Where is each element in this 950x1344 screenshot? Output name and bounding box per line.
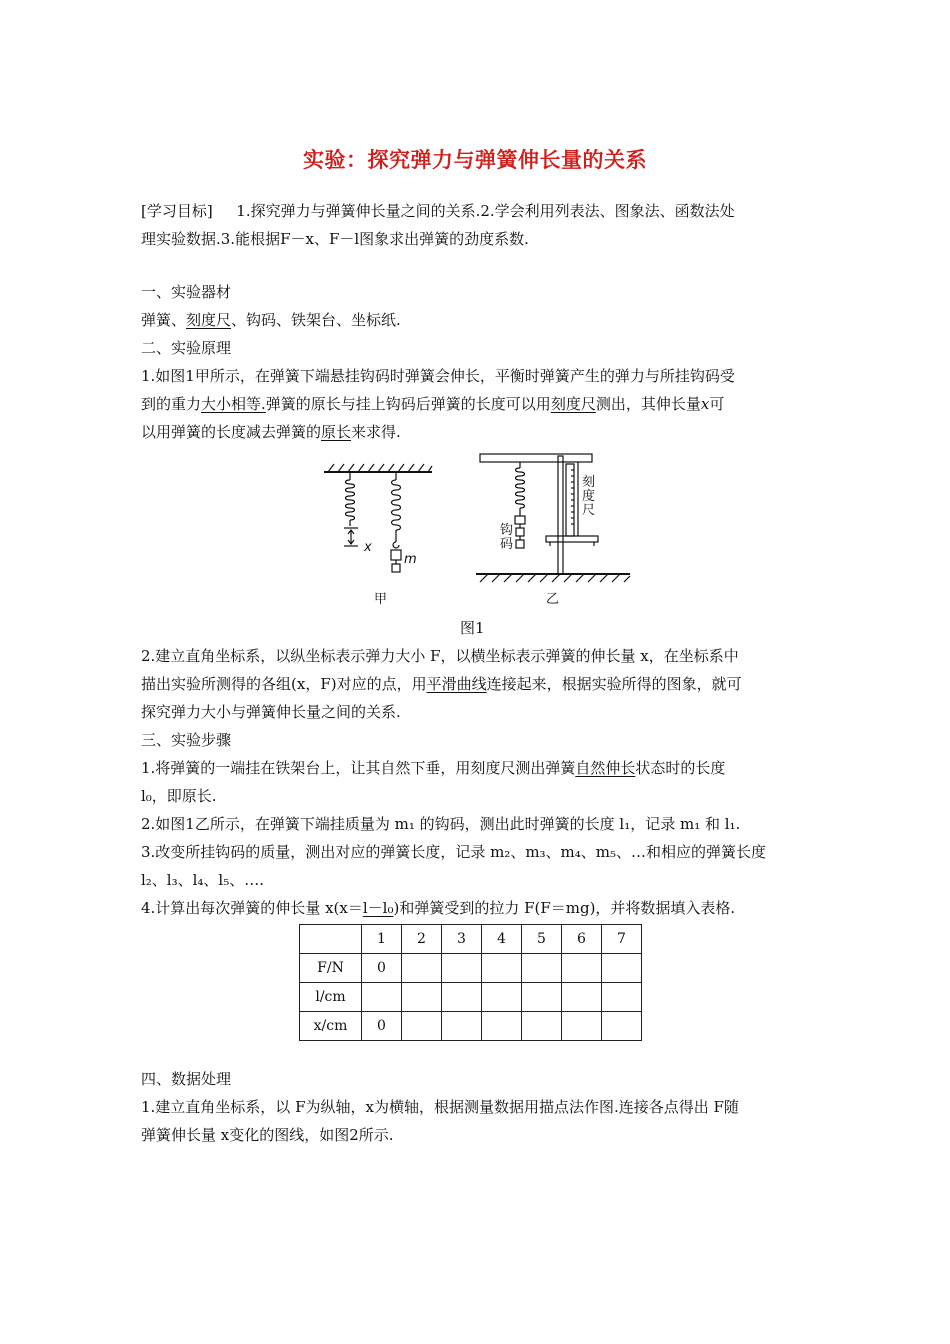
- blank-answer-smooth-curve: 平滑曲线: [426, 675, 487, 693]
- section-3-heading: 三、实验步骤: [141, 731, 232, 749]
- table-header-cell: 2: [402, 925, 442, 954]
- objectives-text-1: 1.探究弹力与弹簧伸长量之间的关系.2.学会利用列表法、图象法、函数法处: [236, 202, 735, 220]
- table-cell: [442, 1012, 482, 1041]
- table-cell: [482, 1012, 522, 1041]
- figure-label-a: 甲: [374, 592, 388, 607]
- p1-l2-d: 可: [709, 395, 725, 413]
- ruler-label: [582, 476, 595, 518]
- principle-2-line-2: [141, 673, 821, 695]
- weight-label: [500, 524, 513, 552]
- p1-l3-a: 以用弹簧的长度减去弹簧的: [141, 423, 322, 441]
- principle-2-line-1: 2.建立直角坐标系，以纵坐标表示弹力大小 F，以横坐标表示弹簧的伸长量 x，在坐标系中: [141, 647, 739, 665]
- s4-a: 4.计算出每次弹簧的伸长量 x(x＝: [141, 899, 363, 917]
- table-header-cell: 3: [442, 925, 482, 954]
- table-cell: [602, 1012, 642, 1041]
- blank-answer-ruler-2: 刻度尺: [550, 395, 596, 413]
- table-cell: [602, 983, 642, 1012]
- principle-1-line-1: 1.如图1甲所示，在弹簧下端悬挂钩码时弹簧会伸长，平衡时弹簧产生的弹力与所挂钩码受: [141, 367, 735, 385]
- ruler-char-1: 刻: [582, 475, 596, 490]
- p1-l2-a: 到的重力: [141, 395, 202, 413]
- figure-1-caption: 图1: [460, 619, 485, 637]
- principle-1-line-3: [141, 421, 821, 443]
- table-header-cell: 4: [482, 925, 522, 954]
- s4-b: )和弹簧受到的拉力 F(F＝mg)，并将数据填入表格.: [393, 899, 736, 917]
- objectives-line-2: 理实验数据.3.能根据F－x、F－l图象求出弹簧的劲度系数.: [141, 230, 529, 248]
- table-header-cell: 6: [562, 925, 602, 954]
- table-cell: [522, 1012, 562, 1041]
- table-cell: [562, 954, 602, 983]
- row-label-force: F/N: [300, 954, 362, 983]
- data-table: [299, 924, 642, 1041]
- weight-char-2: 码: [500, 537, 514, 552]
- step-3-line-2: l₂、l₃、l₄、l₅、….: [141, 871, 265, 889]
- table-header-cell: 7: [602, 925, 642, 954]
- blank-answer-original-length: 原长: [321, 423, 352, 441]
- section-1-heading: 一、实验器材: [141, 283, 232, 301]
- table-header-cell: 5: [522, 925, 562, 954]
- blank-answer-ruler: 刻度尺: [186, 311, 232, 329]
- p1-l3-b: 来求得.: [351, 423, 401, 441]
- row-label-length: l/cm: [300, 983, 362, 1012]
- table-header-row: [300, 925, 642, 954]
- table-row: [300, 954, 642, 983]
- items-text-a: 弹簧、: [141, 311, 187, 329]
- blank-answer-natural: 自然伸长: [575, 759, 636, 777]
- table-cell: 0: [362, 954, 402, 983]
- table-row: [300, 983, 642, 1012]
- table-row: [300, 1012, 642, 1041]
- blank-answer-equal: 大小相等.: [201, 395, 266, 413]
- s1-a: 1.将弹簧的一端挂在铁架台上，让其自然下垂，用刻度尺测出弹簧: [141, 759, 576, 777]
- section-1-items: [141, 309, 821, 331]
- table-cell: [522, 983, 562, 1012]
- table-cell: [362, 983, 402, 1012]
- figure-1: [320, 446, 640, 610]
- x-label: x: [364, 540, 372, 555]
- section-2-heading: 二、实验原理: [141, 339, 232, 357]
- ruler-char-2: 度: [582, 489, 596, 504]
- table-cell: [562, 1012, 602, 1041]
- section-4-heading: 四、数据处理: [141, 1070, 232, 1088]
- items-text-b: 、钩码、铁架台、坐标纸.: [231, 311, 401, 329]
- row-label-extension: x/cm: [300, 1012, 362, 1041]
- ruler-char-3: 尺: [582, 503, 596, 518]
- table-cell: 0: [362, 1012, 402, 1041]
- step-2: 2.如图1乙所示，在弹簧下端挂质量为 m₁ 的钩码，测出此时弹簧的长度 l₁，记录 m₁ 和 l₁.: [141, 815, 741, 833]
- table-cell: [562, 983, 602, 1012]
- objectives-label: [学习目标]: [141, 202, 213, 220]
- table-cell: [482, 954, 522, 983]
- principle-1-line-2: [141, 393, 821, 415]
- step-4: [141, 897, 821, 919]
- objectives-line-1: [141, 200, 821, 222]
- figure-1-drawing: [320, 446, 640, 610]
- table-cell: [602, 954, 642, 983]
- p1-l2-b: 弹簧的原长与挂上钩码后弹簧的长度可以用: [265, 395, 551, 413]
- table-header-cell: 1: [362, 925, 402, 954]
- data-process-line-2: 弹簧伸长量 x变化的图线，如图2所示.: [141, 1126, 394, 1144]
- principle-2-line-3: 探究弹力大小与弹簧伸长量之间的关系.: [141, 703, 401, 721]
- m-label: m: [404, 552, 417, 567]
- weight-char-1: 钩: [500, 523, 514, 538]
- p2-l2-b: 连接起来，根据实验所得的图象，就可: [486, 675, 742, 693]
- table-cell: [442, 954, 482, 983]
- s1-b: 状态时的长度: [635, 759, 726, 777]
- table-header-cell: [300, 925, 362, 954]
- data-process-line-1: 1.建立直角坐标系，以 F为纵轴，x为横轴，根据测量数据用描点法作图.连接各点得出 F随: [141, 1098, 739, 1116]
- step-3-line-1: 3.改变所挂钩码的质量，测出对应的弹簧长度，记录 m₂、m₃、m₄、m₅、…和相应的弹簧长度: [141, 843, 767, 861]
- blank-answer-extension: l－l₀: [362, 899, 394, 917]
- step-1-line-2: l₀，即原长.: [141, 787, 217, 805]
- page-title: 实验：探究弹力与弹簧伸长量的关系: [303, 148, 647, 172]
- table-cell: [402, 983, 442, 1012]
- table-cell: [402, 1012, 442, 1041]
- step-1-line-1: [141, 757, 821, 779]
- table-cell: [402, 954, 442, 983]
- p1-l2-x: x: [700, 395, 710, 413]
- p2-l2-a: 描出实验所测得的各组(x，F)对应的点，用: [141, 675, 427, 693]
- p1-l2-c: 测出，其伸长量: [595, 395, 701, 413]
- table-cell: [482, 983, 522, 1012]
- table-cell: [442, 983, 482, 1012]
- table-cell: [522, 954, 562, 983]
- figure-label-b: 乙: [546, 592, 560, 607]
